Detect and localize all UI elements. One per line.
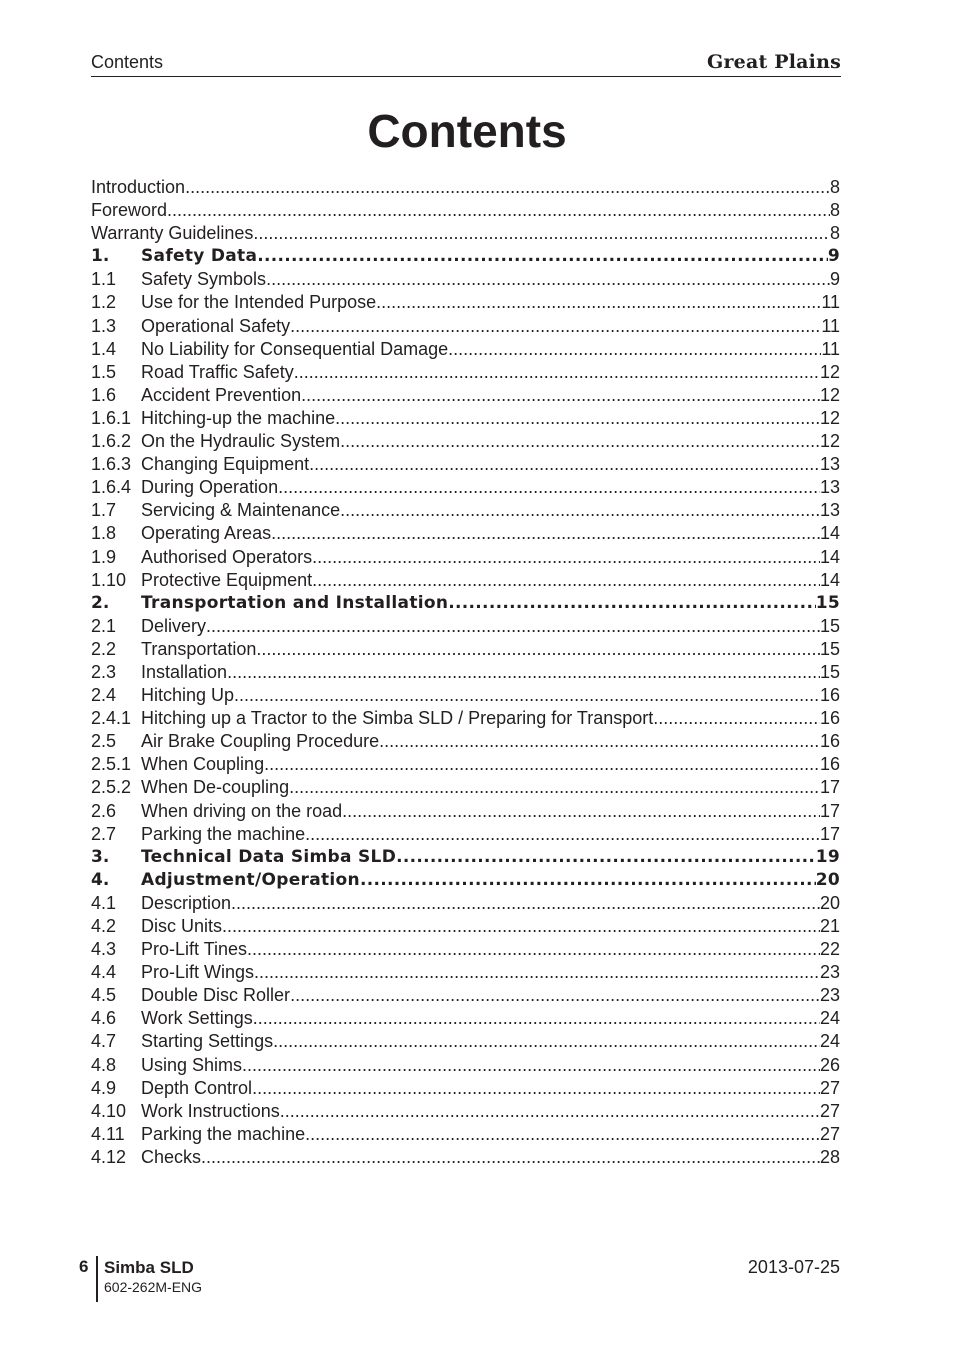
- toc-chapter-entry[interactable]: [91, 592, 840, 615]
- toc-entry-title: Authorised Operators: [141, 546, 313, 567]
- toc-entry-title: Protective Equipment: [141, 569, 313, 590]
- toc-dot-leader: [222, 915, 820, 938]
- toc-entry-page: 11: [821, 338, 840, 359]
- toc-entry-page: 20: [815, 869, 840, 890]
- toc-entry-number: 2.4: [91, 685, 117, 706]
- toc-entry-title: Hitching up a Tractor to the Simba SLD / Preparing for Transport: [141, 708, 654, 729]
- toc-entry-page: 14: [819, 546, 840, 567]
- toc-entry-title: Parking the machine: [141, 1123, 306, 1144]
- toc-entry-page: 15: [819, 661, 840, 682]
- page-title: Contents: [367, 105, 567, 157]
- toc-entry-title: When Coupling: [141, 754, 265, 775]
- toc-dot-leader: [252, 1077, 820, 1100]
- toc-dot-leader: [280, 1100, 820, 1123]
- toc-dot-leader: [360, 869, 816, 892]
- toc-dot-leader: [305, 823, 820, 846]
- toc-entry[interactable]: [91, 546, 840, 569]
- toc-entry-title: Changing Equipment: [141, 454, 310, 475]
- toc-entry-title: Servicing & Maintenance: [141, 500, 341, 521]
- toc-entry-title: Adjustment/Operation: [141, 869, 360, 890]
- toc-entry-title: Disc Units: [141, 916, 223, 936]
- toc-entry-page: 27: [819, 1100, 840, 1121]
- toc-dot-leader: [305, 1123, 820, 1146]
- toc-entry-title: Work Settings: [141, 1008, 253, 1029]
- toc-entry[interactable]: [91, 1007, 840, 1030]
- toc-entry-page: 15: [819, 615, 840, 636]
- toc-entry[interactable]: [91, 1123, 840, 1146]
- toc-entry-number: 2.5: [91, 731, 117, 752]
- toc-entry-page: 12: [819, 384, 840, 405]
- toc-dot-leader: [309, 453, 820, 476]
- toc-dot-leader: [256, 638, 820, 661]
- toc-entry-number: 2.6: [91, 800, 117, 821]
- page-header: [91, 50, 841, 77]
- toc-entry-page: 27: [819, 1123, 840, 1144]
- toc-entry[interactable]: [91, 984, 840, 1007]
- table-of-contents: [91, 176, 840, 1169]
- toc-entry-number: 2.5.1: [91, 754, 132, 775]
- toc-entry-title: Work Instructions: [141, 1100, 280, 1121]
- toc-entry[interactable]: [91, 522, 840, 545]
- toc-entry-title: Accident Prevention: [141, 384, 302, 405]
- toc-entry-page: 9: [829, 269, 840, 290]
- toc-entry-title: Warranty Guidelines: [91, 223, 254, 244]
- toc-entry-page: 23: [819, 985, 840, 1006]
- toc-dot-leader: [247, 938, 820, 961]
- toc-entry-title: Operating Areas: [141, 523, 272, 544]
- toc-entry-number: 1.6.3: [91, 454, 132, 475]
- toc-entry-page: 20: [819, 892, 840, 913]
- toc-entry-number: 4.3: [91, 939, 117, 960]
- toc-entry-title: Pro-Lift Tines: [141, 939, 248, 960]
- toc-dot-leader: [271, 522, 820, 545]
- footer-divider: [96, 1256, 98, 1302]
- toc-entry-page: 13: [819, 500, 840, 521]
- toc-entry-title: During Operation: [141, 477, 279, 498]
- toc-entry-number: 4.12: [91, 1146, 127, 1167]
- toc-entry-title: Safety Data: [141, 246, 258, 267]
- toc-entry-number: 4.6: [91, 1008, 117, 1029]
- toc-entry[interactable]: [91, 892, 840, 915]
- toc-entry-number: 4.9: [91, 1077, 117, 1098]
- toc-entry-title: Description: [141, 892, 232, 913]
- toc-entry-title: Hitching Up: [141, 685, 235, 706]
- toc-entry[interactable]: [91, 1077, 840, 1100]
- toc-entry-page: 9: [827, 246, 840, 267]
- toc-entry-page: 15: [819, 638, 840, 659]
- toc-entry[interactable]: [91, 938, 840, 961]
- toc-dot-leader: [312, 546, 820, 569]
- toc-chapter-entry[interactable]: [91, 245, 840, 268]
- toc-entry[interactable]: [91, 615, 840, 638]
- toc-entry-title: Hitching-up the machine: [141, 407, 336, 428]
- toc-entry-number: 1.: [91, 246, 110, 267]
- toc-entry-title: Using Shims: [141, 1054, 243, 1075]
- toc-entry-number: 4.1: [91, 892, 117, 913]
- toc-entry-page: 16: [819, 731, 840, 752]
- toc-entry-title: Installation: [141, 661, 228, 682]
- toc-entry-number: 1.4: [91, 338, 117, 359]
- footer-product-name: Simba SLD: [104, 1258, 194, 1277]
- toc-dot-leader: [254, 961, 820, 984]
- toc-entry-number: 1.6.4: [91, 477, 132, 498]
- toc-entry-page: 19: [815, 846, 840, 867]
- toc-entry-page: 8: [829, 200, 840, 221]
- toc-entry-page: 27: [819, 1077, 840, 1098]
- toc-entry[interactable]: [91, 222, 840, 245]
- toc-dot-leader: [253, 222, 830, 245]
- toc-entry-page: 12: [819, 407, 840, 428]
- toc-dot-leader: [185, 176, 830, 199]
- toc-entry[interactable]: [91, 638, 840, 661]
- toc-entry-title: When De-coupling: [141, 777, 290, 798]
- toc-entry-page: 24: [819, 1008, 840, 1029]
- toc-entry-page: 24: [819, 1031, 840, 1052]
- toc-entry-title: Introduction: [91, 177, 186, 197]
- toc-entry[interactable]: [91, 569, 840, 592]
- footer-page-number: 6: [79, 1257, 89, 1276]
- toc-chapter-entry[interactable]: [91, 869, 840, 892]
- toc-entry-title: Parking the machine: [141, 823, 306, 844]
- toc-dot-leader: [264, 753, 820, 776]
- toc-entry-title: Operational Safety: [141, 315, 291, 336]
- toc-entry-number: 4.7: [91, 1031, 117, 1052]
- brand-logo: Great Plains: [707, 51, 841, 73]
- toc-entry[interactable]: [91, 315, 840, 338]
- toc-entry[interactable]: [91, 499, 840, 522]
- toc-entry-page: 16: [819, 754, 840, 775]
- toc-entry-number: 1.7: [91, 500, 117, 521]
- toc-entry-title: Double Disc Roller: [141, 985, 291, 1006]
- toc-entry[interactable]: [91, 476, 840, 499]
- toc-entry-number: 1.6.1: [91, 407, 132, 428]
- toc-dot-leader: [227, 661, 820, 684]
- toc-entry-title: Safety Symbols: [141, 269, 267, 290]
- toc-entry[interactable]: [91, 915, 840, 938]
- toc-entry-number: 1.8: [91, 523, 117, 544]
- toc-entry-number: 1.6: [91, 384, 117, 405]
- toc-entry[interactable]: [91, 661, 840, 684]
- toc-dot-leader: [448, 338, 821, 361]
- toc-entry-number: 4.11: [91, 1123, 125, 1144]
- toc-entry-page: 13: [819, 477, 840, 498]
- toc-dot-leader: [231, 892, 820, 915]
- toc-entry[interactable]: [91, 291, 840, 314]
- toc-entry[interactable]: [91, 776, 840, 799]
- toc-dot-leader: [242, 1054, 820, 1077]
- toc-entry-number: 4.8: [91, 1054, 117, 1075]
- toc-dot-leader: [278, 476, 820, 499]
- header-section-title: Contents: [91, 52, 164, 72]
- toc-entry-title: No Liability for Consequential Damage: [141, 338, 449, 359]
- footer-part-number: 602-262M-ENG: [104, 1279, 203, 1295]
- toc-entry[interactable]: [91, 199, 840, 222]
- toc-dot-leader: [266, 268, 830, 291]
- toc-entry-page: 12: [819, 431, 840, 452]
- toc-entry-title: Starting Settings: [141, 1031, 274, 1052]
- toc-entry-number: 1.1: [91, 269, 117, 290]
- toc-entry-number: 2.4.1: [91, 708, 132, 729]
- toc-entry-page: 28: [819, 1146, 840, 1167]
- toc-entry-number: 3.: [91, 846, 110, 867]
- toc-entry-number: 2.5.2: [91, 777, 132, 798]
- toc-entry-number: 4.5: [91, 985, 117, 1006]
- toc-entry-title: Pro-Lift Wings: [141, 962, 255, 983]
- footer-date: 2013-07-25: [747, 1257, 840, 1277]
- toc-dot-leader: [376, 291, 821, 314]
- toc-entry-page: 8: [829, 223, 840, 244]
- toc-dot-leader: [340, 430, 820, 453]
- toc-entry-number: 2.: [91, 592, 110, 613]
- toc-dot-leader: [342, 800, 820, 823]
- toc-entry[interactable]: [91, 730, 840, 753]
- toc-entry[interactable]: [91, 407, 840, 430]
- toc-dot-leader: [340, 499, 820, 522]
- toc-entry-page: 17: [819, 777, 840, 798]
- toc-entry[interactable]: [91, 268, 840, 291]
- toc-entry-number: 4.10: [91, 1100, 127, 1121]
- toc-entry-title: When driving on the road: [141, 800, 343, 821]
- toc-entry[interactable]: [91, 384, 840, 407]
- toc-dot-leader: [257, 245, 828, 268]
- toc-entry[interactable]: [91, 707, 840, 730]
- toc-entry-title: On the Hydraulic System: [141, 431, 341, 452]
- toc-entry-number: 1.3: [91, 315, 117, 336]
- toc-entry-number: 1.6.2: [91, 431, 132, 452]
- toc-entry[interactable]: [91, 176, 840, 199]
- toc-entry-title: Transportation: [141, 638, 257, 659]
- toc-entry[interactable]: [91, 361, 840, 384]
- toc-entry-page: 22: [819, 939, 840, 960]
- toc-entry[interactable]: [91, 823, 840, 846]
- toc-entry-number: 2.3: [91, 661, 117, 682]
- toc-entry[interactable]: [91, 1054, 840, 1077]
- toc-entry-page: 15: [815, 592, 840, 613]
- toc-dot-leader: [335, 407, 820, 430]
- toc-entry-title: Depth Control: [141, 1077, 253, 1098]
- toc-entry[interactable]: [91, 753, 840, 776]
- toc-dot-leader: [206, 615, 820, 638]
- toc-entry-title: Use for the Intended Purpose: [141, 292, 377, 313]
- toc-entry-title: Delivery: [141, 615, 207, 636]
- toc-entry[interactable]: [91, 684, 840, 707]
- toc-entry-page: 16: [819, 708, 840, 729]
- toc-dot-leader: [653, 707, 820, 730]
- toc-dot-leader: [273, 1030, 820, 1053]
- toc-entry-title: Checks: [141, 1146, 202, 1167]
- toc-entry[interactable]: [91, 338, 840, 361]
- toc-entry-page: 17: [819, 823, 840, 844]
- toc-entry-number: 1.9: [91, 546, 117, 567]
- toc-dot-leader: [253, 1007, 820, 1030]
- toc-entry-number: 1.10: [91, 569, 127, 590]
- toc-entry[interactable]: [91, 1100, 840, 1123]
- toc-entry-number: 4.: [91, 869, 110, 890]
- toc-entry-page: 8: [829, 177, 840, 197]
- toc-entry-page: 21: [819, 916, 840, 936]
- toc-entry-page: 26: [819, 1054, 840, 1075]
- toc-entry-title: Road Traffic Safety: [141, 361, 294, 382]
- toc-entry-page: 12: [819, 361, 840, 382]
- toc-entry[interactable]: [91, 1146, 840, 1169]
- toc-entry-title: Technical Data Simba SLD: [141, 846, 397, 867]
- toc-dot-leader: [201, 1146, 820, 1169]
- toc-entry-page: 14: [819, 523, 840, 544]
- toc-dot-leader: [312, 569, 820, 592]
- toc-entry[interactable]: [91, 961, 840, 984]
- toc-entry-page: 13: [819, 454, 840, 475]
- toc-dot-leader: [396, 846, 816, 869]
- toc-entry-title: Foreword: [91, 200, 168, 221]
- toc-dot-leader: [379, 730, 820, 753]
- toc-dot-leader: [289, 776, 820, 799]
- toc-entry-page: 11: [821, 292, 840, 313]
- toc-entry-number: 4.2: [91, 916, 117, 936]
- toc-entry[interactable]: [91, 453, 840, 476]
- toc-entry-page: 16: [819, 685, 840, 706]
- toc-entry-number: 2.7: [91, 823, 117, 844]
- toc-entry-title: Transportation and Installation: [141, 592, 449, 613]
- toc-dot-leader: [294, 361, 820, 384]
- toc-entry-page: 23: [819, 962, 840, 983]
- toc-entry-number: 2.1: [91, 615, 117, 636]
- toc-dot-leader: [167, 199, 830, 222]
- toc-entry[interactable]: [91, 430, 840, 453]
- toc-entry-title: Air Brake Coupling Procedure: [141, 731, 380, 752]
- toc-chapter-entry[interactable]: [91, 846, 840, 869]
- toc-entry-number: 4.4: [91, 962, 117, 983]
- toc-entry-number: 1.2: [91, 292, 117, 313]
- toc-entry-number: 2.2: [91, 638, 117, 659]
- toc-dot-leader: [290, 315, 821, 338]
- toc-entry-number: 1.5: [91, 361, 117, 382]
- toc-entry[interactable]: [91, 800, 840, 823]
- toc-entry-page: 11: [821, 315, 840, 336]
- toc-dot-leader: [301, 384, 820, 407]
- toc-entry[interactable]: [91, 1030, 840, 1053]
- toc-dot-leader: [290, 984, 820, 1007]
- toc-dot-leader: [234, 684, 820, 707]
- toc-dot-leader: [448, 592, 815, 615]
- toc-entry-page: 14: [819, 569, 840, 590]
- toc-entry-page: 17: [819, 800, 840, 821]
